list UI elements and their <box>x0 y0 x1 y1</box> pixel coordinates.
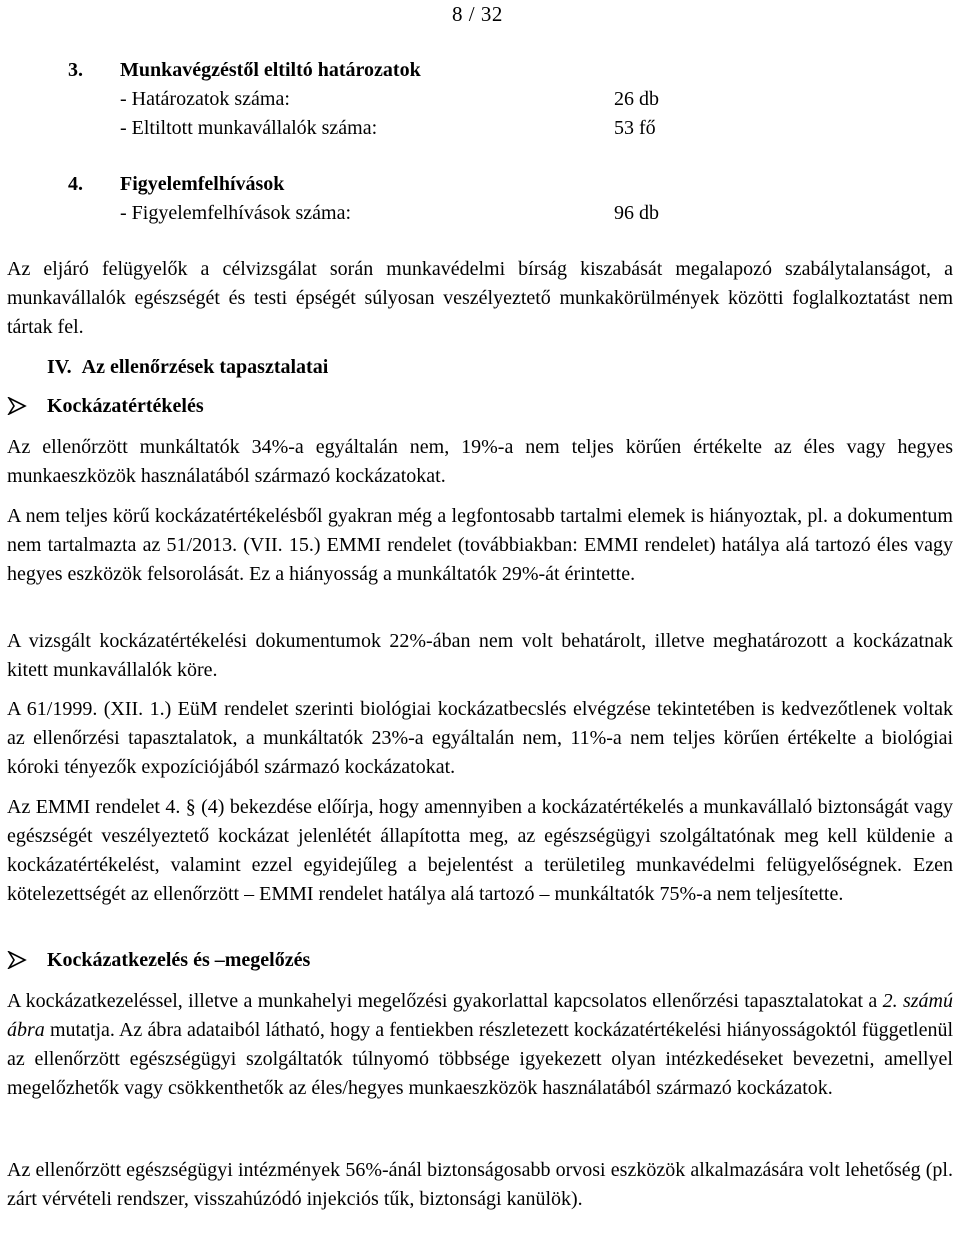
row-value: 96 db <box>614 202 659 224</box>
paragraph: Az ellenőrzött munkáltatók 34%-a egyáltalán nem, 19%-a nem teljes körűen értékelte az éles vagy hegyes munkaeszközök használatából származó kockázatokat. <box>7 436 953 487</box>
section-3-title <box>68 56 659 85</box>
intro-paragraph: Az eljáró felügyelők a célvizsgálat során munkavédelmi bírság kiszabását megalapozó szabálytalanságot, a munkavállalók egészségét és testi épségét súlyosan veszélyeztető munkakörülmények közötti foglalkoztatást nem tártak fel. <box>7 258 953 338</box>
row-label: - Eltiltott munkavállalók száma: <box>120 117 378 139</box>
section-4-number: 4. <box>68 173 83 195</box>
row-label: - Határozatok száma: <box>120 88 290 110</box>
list-item <box>68 114 659 143</box>
paragraph-text: A kockázatkezeléssel, illetve a munkahelyi megelőzési gyakorlattal kapcsolatos ellenőrzési tapasztalatokat a <box>7 990 883 1012</box>
subheading-risk-management <box>7 946 310 974</box>
arrow-bullet-icon <box>7 397 27 415</box>
chapter-number: IV. <box>47 356 72 378</box>
row-label: - Figyelemfelhívások száma: <box>120 202 352 224</box>
paragraph: Az ellenőrzött egészségügyi intézmények 56%-ánál biztonságosabb orvosi eszközök alkalmazására volt lehetőség (pl. zárt vérvételi rendszer, visszahúzódó injekciós tűk, biztonsági kanülök). <box>7 1159 953 1210</box>
list-item <box>68 199 659 228</box>
figure-reference: 2. számú ábra <box>7 990 953 1041</box>
paragraph-text: mutatja. Az ábra adataiból látható, hogy a fentiekben részletezett kockázatértékelési hiányosságoktól függetlenül az ellenőrzött egészségügyi szolgáltatók túlnyomó többsége igyekezett olyan intézkedéseket bevezetni, amellyel megelőzhetők vagy csökkenthetők az éles/hegyes munkaeszközök használatából származó kockázatok. <box>7 1019 953 1099</box>
section-3-number: 3. <box>68 59 83 81</box>
paragraph: A vizsgált kockázatértékelési dokumentumok 22%-ában nem volt behatárolt, illetve meghatározott a kockázatnak kitett munkavállalók köre. <box>7 630 953 681</box>
paragraph: A nem teljes körű kockázatértékelésből gyakran még a legfontosabb tartalmi elemek is hiányoztak, pl. a dokumentum nem tartalmazta az 51/2013. (VII. 15.) EMMI rendelet (továbbiakban: EMMI rendelet) hatálya alá tartozó éles vagy hegyes eszközök felsorolását. Ez a hiányosság a munkáltatók 29%-át érintette. <box>7 505 953 585</box>
section-4-title <box>68 170 659 199</box>
section-4 <box>68 170 659 228</box>
section-3 <box>68 56 659 143</box>
row-value: 53 fő <box>614 117 656 139</box>
subheading-text: Kockázatértékelés <box>47 395 204 417</box>
section-4-title-text: Figyelemfelhívások <box>120 173 285 195</box>
paragraph: A 61/1999. (XII. 1.) EüM rendelet szerinti biológiai kockázatbecslés elvégzése tekintetében is kedvezőtlenek voltak az ellenőrzési tapasztalatok, a munkáltatók 23%-a egyáltalán nem, 11%-a nem teljes körűen értékelte a biológiai kóroki tényezők expozíciójából származó kockázatokat. <box>7 698 953 778</box>
list-item <box>68 85 659 114</box>
chapter-title: Az ellenőrzések tapasztalatai <box>81 356 329 378</box>
page-number: 8 / 32 <box>452 2 503 26</box>
subheading-text: Kockázatkezelés és –megelőzés <box>47 949 311 971</box>
paragraph: Az EMMI rendelet 4. § (4) bekezdése előírja, hogy amennyiben a kockázatértékelés a munkavállaló biztonságát vagy egészségét veszélyeztető kockázat jelenlétét állapította meg, az egészségügyi szolgáltatónak meg kell küldenie a kockázatértékelést, valamint ezzel egyidejűleg a bejelentést a területileg munkavédelmi felügyelőségnek. Ezen kötelezettségét az ellenőrzött – EMMI rendelet hatálya alá tartozó – munkáltatók 75%-a nem teljesítette. <box>7 796 953 905</box>
row-value: 26 db <box>614 88 659 110</box>
subheading-risk-assessment <box>7 392 204 420</box>
paragraph <box>7 987 953 1103</box>
chapter-heading <box>47 353 328 381</box>
section-3-title-text: Munkavégzéstől eltiltó határozatok <box>120 59 421 81</box>
arrow-bullet-icon <box>7 951 27 969</box>
